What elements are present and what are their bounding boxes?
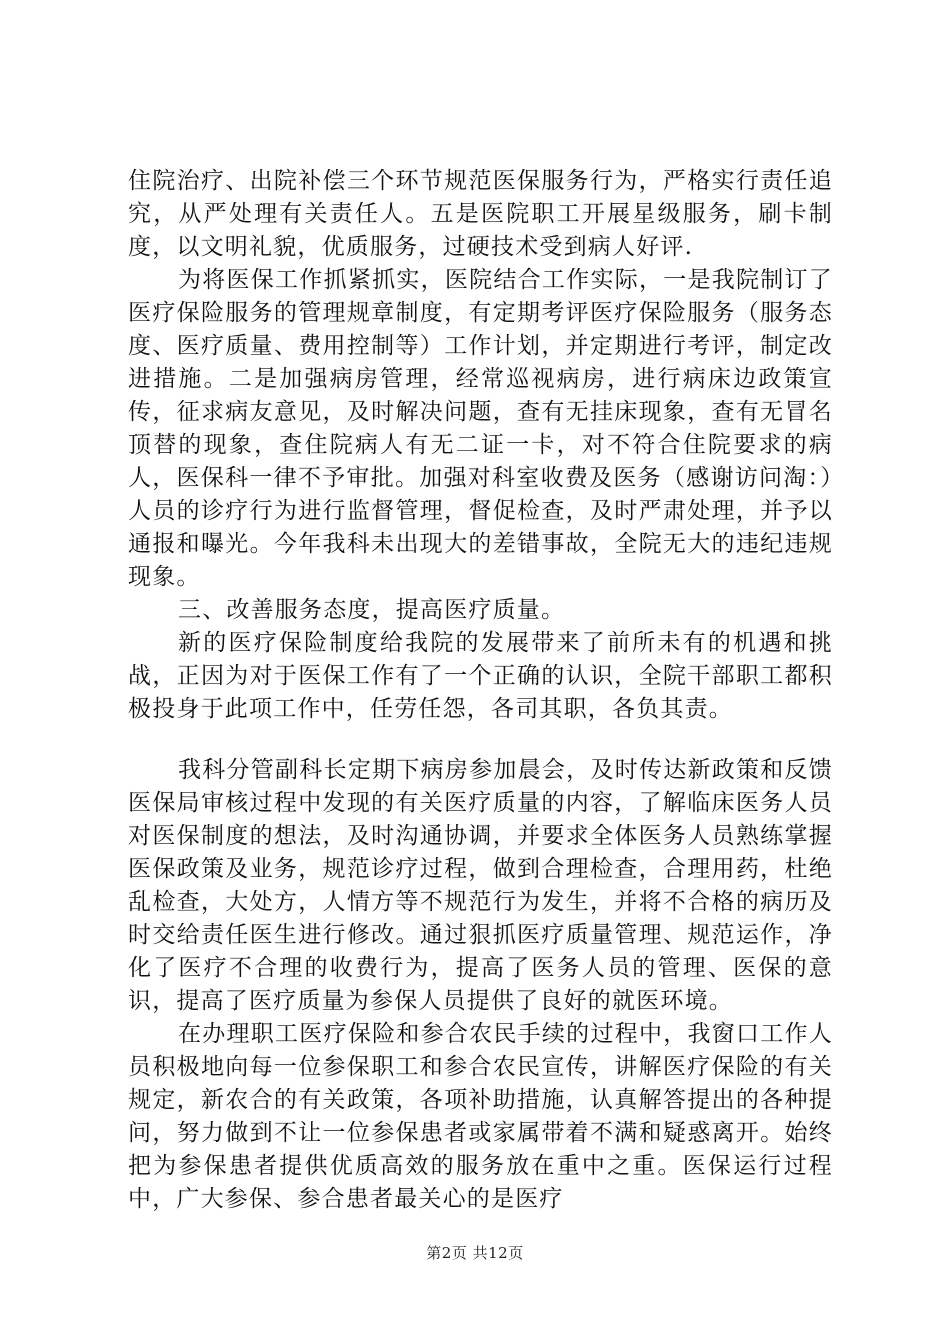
paragraph-service-window: 在办理职工医疗保险和参合农民手续的过程中，我窗口工作人员积极地向每一位参保职工和参合农民宣传，讲解医疗保险的有关规定，新农合的有关政策，各项补助措施，认真解答提出的各种提问，努力做到不让一位参保患者或家属带着不满和疑惑离开。始终把为参保患者提供优质高效的服务放在重中之重。医保运行过程中，广大参保、参合患者最关心的是医疗 [128,1021,833,1212]
paragraph-continuation: 住院治疗、出院补偿三个环节规范医保服务行为，严格实行责任追究，从严处理有关责任人。五是医院职工开展星级服务，刷卡制度，以文明礼貌，优质服务，过硬技术受到病人好评. [128,168,833,260]
document-body [128,165,833,1216]
paragraph-spacer [128,726,833,754]
section-heading: 三、改善服务态度，提高医疗质量。 [178,597,566,623]
paragraph-management-measures: 为将医保工作抓紧抓实，医院结合工作实际，一是我院制订了医疗保险服务的管理规章制度，有定期考评医疗保险服务（服务态度、医疗质量、费用控制等）工作计划，并定期进行考评，制定改进措施。二是加强病房管理，经常巡视病房，进行病床边政策宣传，征求病友意见，及时解决问题，查有无挂床现象，查有无冒名顶替的现象，查住院病人有无二证一卡，对不符合住院要求的病人，医保科一律不予审批。加强对科室收费及医务（感谢访问淘：）人员的诊疗行为进行监督管理，督促检查，及时严肃处理，并予以通报和曝光。今年我科未出现大的差错事故，全院无大的违纪违规现象。 [128,267,833,590]
paragraph-quality: 我科分管副科长定期下病房参加晨会，及时传达新政策和反馈医保局审核过程中发现的有关医疗质量的内容，了解临床医务人员对医保制度的想法，及时沟通协调，并要求全体医务人员熟练掌握医保政策及业务，规范诊疗过程，做到合理检查，合理用药，杜绝乱检查，大处方，人情方等不规范行为发生，并将不合格的病历及时交给责任医生进行修改。通过狠抓医疗质量管理、规范运作，净化了医疗不合理的收费行为，提高了医务人员的管理、医保的意识，提高了医疗质量为参保人员提供了良好的就医环境。 [128,757,833,1014]
page-number-footer: 第2页 共12页 [426,1244,524,1262]
paragraph-opportunity: 新的医疗保险制度给我院的发展带来了前所未有的机遇和挑战，正因为对于医保工作有了一个正确的认识，全院干部职工都积极投身于此项工作中，任劳任怨，各司其职，各负其责。 [128,630,833,722]
